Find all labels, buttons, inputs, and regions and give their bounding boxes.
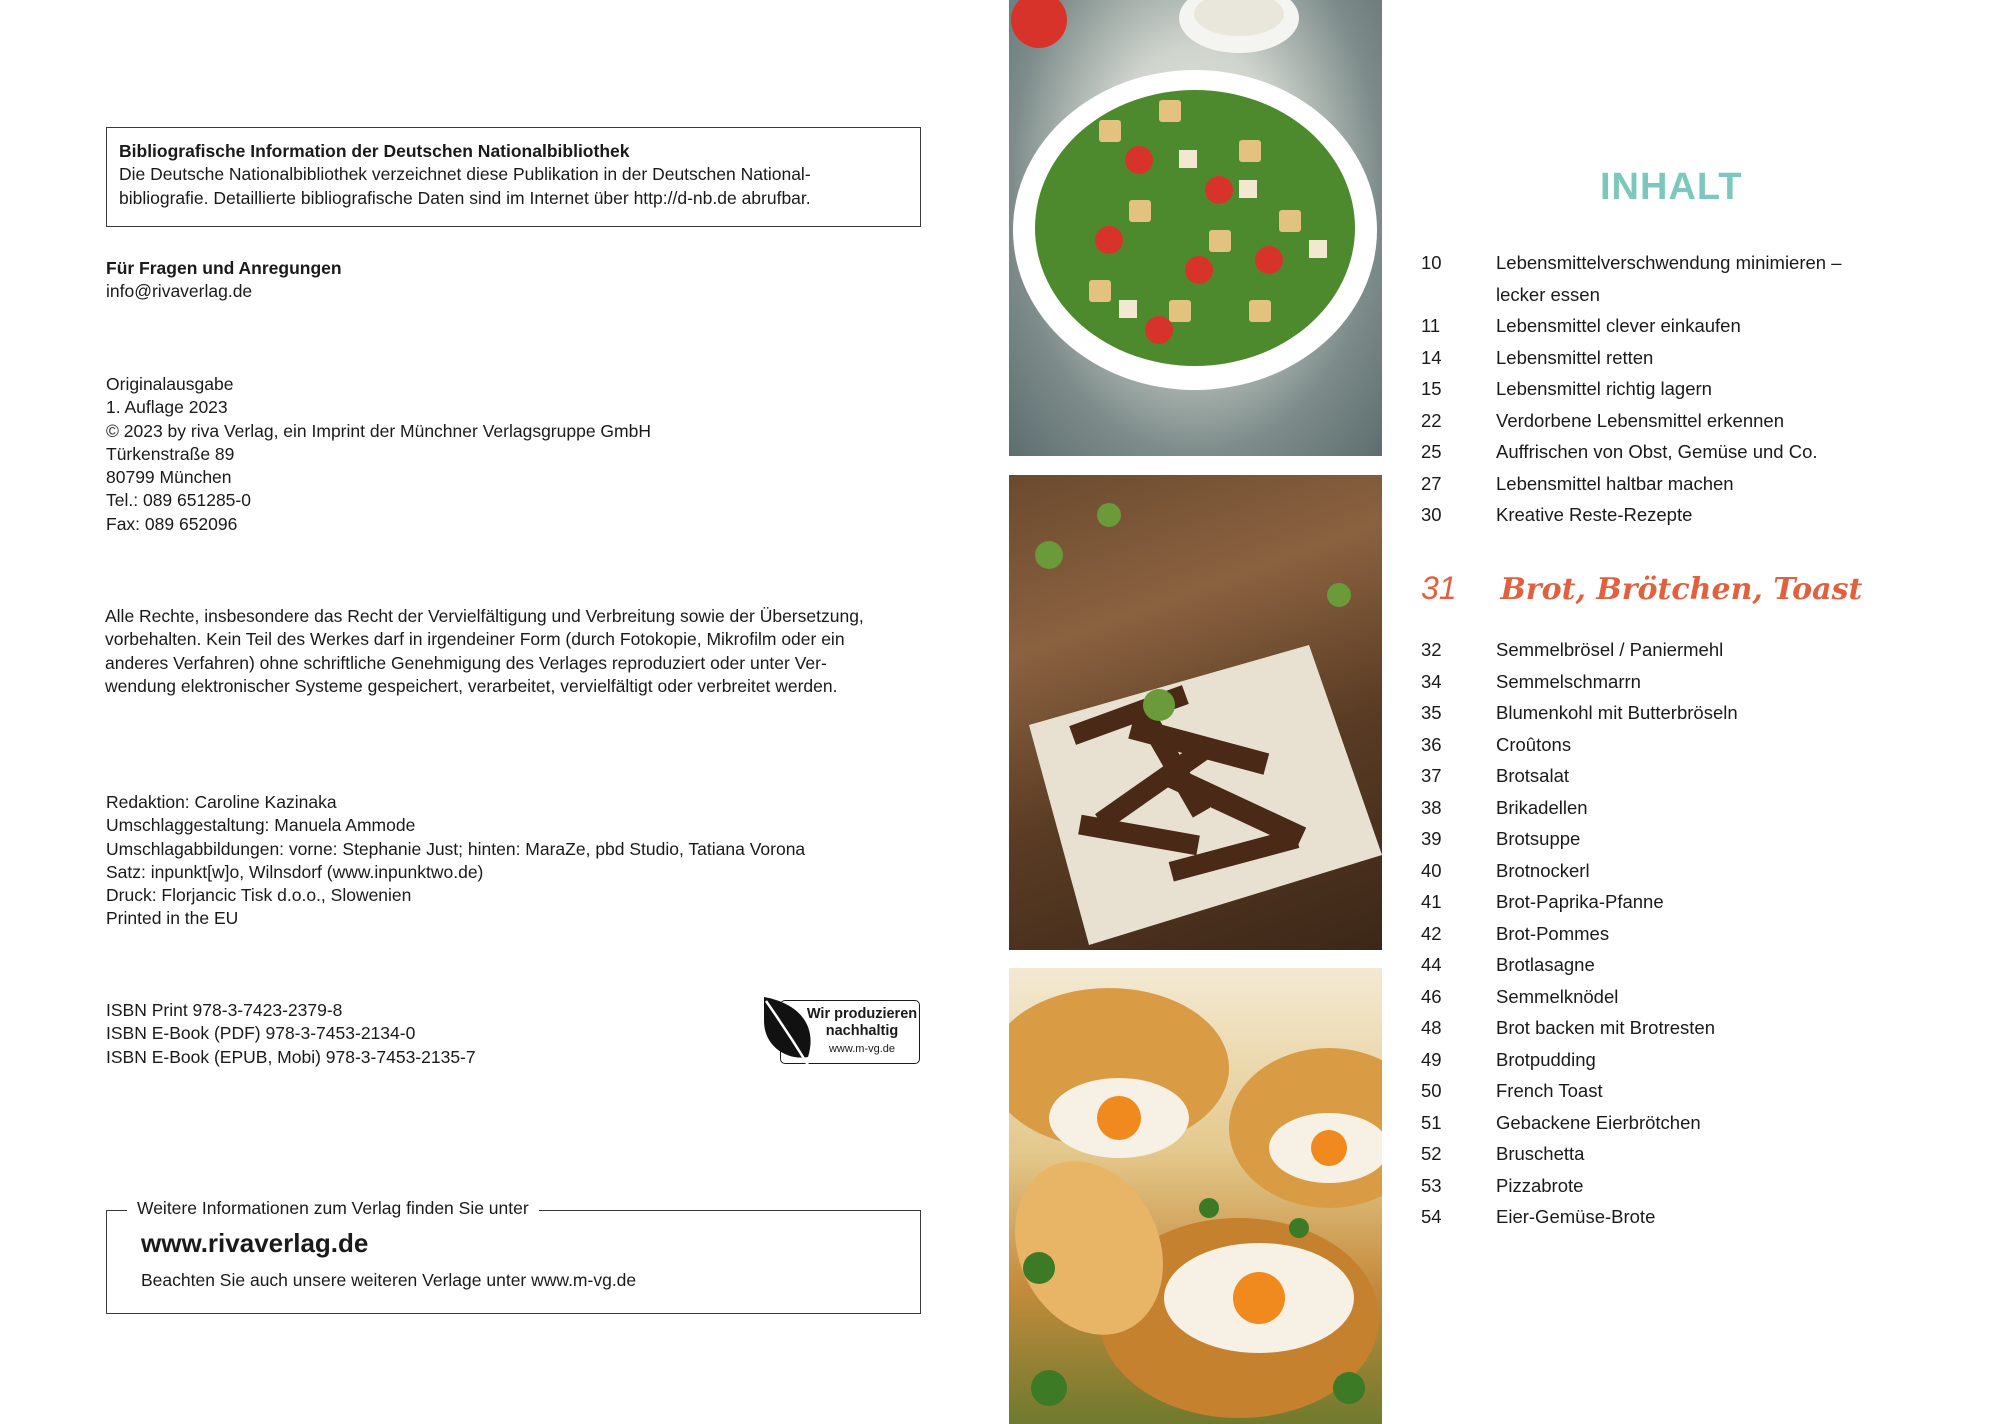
toc-entry[interactable] — [1421, 405, 1784, 437]
toc-page-number: 22 — [1421, 409, 1442, 431]
more-info-box — [106, 1198, 921, 1314]
toc-page-number: 11 — [1421, 315, 1441, 336]
contact-email[interactable]: info@rivaverlag.de — [106, 281, 253, 302]
rights-line: anderes Verfahren) ohne schriftliche Genehmigung des Verlages reproduziert oder unter Ver- — [105, 652, 827, 673]
toc-entry-continuation — [1421, 279, 1600, 311]
toc-page-number: 48 — [1421, 1017, 1442, 1038]
bibliography-box — [106, 127, 921, 227]
toc-entry-title: Croûtons — [1496, 733, 1572, 755]
bibliography-heading: Bibliografische Information der Deutschen Nationalbibliothek — [119, 141, 630, 161]
more-info-legend: Weitere Informationen zum Verlag finden Sie unter — [127, 1197, 539, 1220]
toc-page-number: 30 — [1421, 504, 1442, 525]
rights-notice — [105, 605, 864, 698]
toc-page-number: 49 — [1421, 1048, 1442, 1070]
toc-entry-title: Brotsalat — [1496, 765, 1570, 786]
toc-entry-title: Brikadellen — [1496, 796, 1588, 818]
toc-page-number: 27 — [1421, 472, 1442, 494]
rights-line: wendung elektronischer Systeme gespeichert, verarbeitet, vervielfältigt oder verbreitet werden. — [105, 675, 838, 696]
toc-entry-title: Verdorbene Lebensmittel erkennen — [1496, 409, 1784, 431]
toc-entry[interactable] — [1421, 1201, 1655, 1233]
contact-heading: Für Fragen und Anregungen — [106, 258, 342, 278]
toc-entry-title: Lebensmittel retten — [1496, 346, 1654, 368]
toc-entry-title: Brotpudding — [1496, 1048, 1596, 1070]
toc-entry-title: Lebensmittelverschwendung minimieren – — [1496, 252, 1842, 273]
badge-line1: Wir produzieren — [806, 1006, 918, 1022]
toc-entry[interactable] — [1421, 1138, 1584, 1170]
chapter-page-number: 31 — [1421, 570, 1457, 606]
rights-line: Alle Rechte, insbesondere das Recht der Vervielfältigung und Verbreitung sowie der Übersetzung, — [105, 606, 864, 626]
publisher-line: 80799 München — [106, 467, 232, 488]
isbn-block — [106, 999, 476, 1069]
toc-page-number: 53 — [1421, 1174, 1442, 1196]
credit-line: Umschlaggestaltung: Manuela Ammode — [106, 815, 416, 836]
credits-block — [106, 791, 805, 931]
toc-entry-title: Lebensmittel haltbar machen — [1496, 472, 1734, 494]
credit-line: Printed in the EU — [106, 908, 239, 929]
toc-entry-title: Blumenkohl mit Butterbröseln — [1496, 702, 1738, 723]
isbn-line: ISBN E-Book (PDF) 978-3-7453-2134-0 — [106, 1023, 416, 1044]
toc-page-number: 41 — [1421, 891, 1442, 912]
toc-page-number: 15 — [1421, 378, 1442, 399]
toc-page-number: 44 — [1421, 954, 1442, 975]
toc-entry[interactable] — [1421, 666, 1641, 698]
toc-entry-title: Lebensmittel richtig lagern — [1496, 378, 1712, 399]
bibliography-line: bibliografie. Detaillierte bibliografische Daten sind im Internet über http://d-nb.de abrufbar. — [119, 187, 811, 208]
publisher-line: © 2023 by riva Verlag, ein Imprint der Münchner Verlagsgruppe GmbH — [106, 420, 651, 441]
toc-entry[interactable] — [1421, 373, 1712, 405]
toc-page-number: 54 — [1421, 1206, 1442, 1227]
egg-bread-photo — [1009, 968, 1382, 1424]
toc-entry-title: Brotnockerl — [1496, 859, 1590, 881]
toc-entry-title: French Toast — [1496, 1080, 1603, 1101]
toc-page-number: 42 — [1421, 922, 1442, 944]
toc-page-number: 25 — [1421, 441, 1442, 462]
isbn-line: ISBN Print 978-3-7423-2379-8 — [106, 1000, 343, 1020]
toc-entry[interactable] — [1421, 949, 1595, 981]
toc-entry-title: Eier-Gemüse-Brote — [1496, 1206, 1656, 1227]
chapter-heading[interactable] — [1421, 568, 1862, 610]
toc-page-number: 36 — [1421, 733, 1442, 755]
toc-entry[interactable] — [1421, 886, 1664, 918]
toc-entry[interactable] — [1421, 918, 1609, 950]
toc-page-number: 14 — [1421, 346, 1442, 368]
toc-entry-title: Gebackene Eierbrötchen — [1496, 1111, 1701, 1133]
toc-entry[interactable] — [1421, 634, 1723, 666]
toc-title: INHALT — [1600, 166, 1743, 208]
toc-entry[interactable] — [1421, 823, 1580, 855]
toc-entry[interactable] — [1421, 310, 1741, 342]
credit-line: Satz: inpunkt[w]o, Wilnsdorf (www.inpunktwo.de) — [106, 861, 484, 882]
toc-entry[interactable] — [1421, 1170, 1583, 1202]
publisher-line: Fax: 089 652096 — [106, 513, 238, 534]
badge-line2: nachhaltig — [825, 1023, 899, 1039]
more-info-note: Beachten Sie auch unsere weiteren Verlage unter www.m-vg.de — [141, 1270, 637, 1290]
toc-entry-title: Brot backen mit Brotresten — [1496, 1017, 1716, 1038]
toc-page-number: 34 — [1421, 670, 1442, 692]
toc-page-number: 37 — [1421, 765, 1442, 786]
salad-photo — [1009, 0, 1382, 456]
toc-entry[interactable] — [1421, 1075, 1603, 1107]
toc-entry[interactable] — [1421, 760, 1569, 792]
publisher-line: Originalausgabe — [106, 374, 234, 394]
credit-line: Redaktion: Caroline Kazinaka — [106, 792, 337, 812]
credit-line: Umschlagabbildungen: vorne: Stephanie Just; hinten: MaraZe, pbd Studio, Tatiana Vorona — [106, 838, 806, 859]
toc-entry[interactable] — [1421, 981, 1618, 1013]
toc-page-number: 40 — [1421, 859, 1442, 881]
isbn-line: ISBN E-Book (EPUB, Mobi) 978-3-7453-2135-7 — [106, 1046, 476, 1067]
toc-entry-title: Brot-Paprika-Pfanne — [1496, 891, 1664, 912]
toc-entry-title: lecker essen — [1496, 283, 1600, 305]
toc-entry-title: Brot-Pommes — [1496, 922, 1610, 944]
toc-entry[interactable] — [1421, 792, 1588, 824]
toc-page-number: 38 — [1421, 796, 1442, 818]
toc-page-number: 32 — [1421, 639, 1442, 660]
toc-entry[interactable] — [1421, 1012, 1715, 1044]
publisher-website[interactable]: www.rivaverlag.de — [141, 1228, 369, 1258]
toc-entry-title: Auffrischen von Obst, Gemüse und Co. — [1496, 441, 1818, 462]
toc-entry-title: Kreative Reste-Rezepte — [1496, 504, 1693, 525]
toc-page-number: 39 — [1421, 828, 1442, 849]
toc-entry[interactable] — [1421, 342, 1653, 374]
toc-entry[interactable] — [1421, 436, 1818, 468]
rights-line: vorbehalten. Kein Teil des Werkes darf in irgendeiner Form (durch Fotokopie, Mikrofilm oder ein — [105, 629, 845, 650]
toc-entry[interactable] — [1421, 499, 1692, 531]
publisher-line: Türkenstraße 89 — [106, 443, 235, 464]
toc-entry-title: Bruschetta — [1496, 1143, 1585, 1164]
sustainability-badge — [758, 995, 922, 1069]
toc-page-number: 46 — [1421, 985, 1442, 1007]
toc-entry-title: Brotlasagne — [1496, 954, 1595, 975]
toc-entry[interactable] — [1421, 468, 1734, 500]
badge-url: www.m-vg.de — [828, 1043, 896, 1055]
chapter-title: Brot, Brötchen, Toast — [1500, 572, 1863, 607]
toc-entry[interactable] — [1421, 729, 1571, 761]
credit-line: Druck: Florjancic Tisk d.o.o., Slowenien — [106, 885, 412, 906]
publisher-info — [106, 373, 651, 536]
contact-block — [106, 257, 342, 304]
toc-page-number: 10 — [1421, 252, 1442, 273]
toc-entry-title: Semmelschmarrn — [1496, 670, 1641, 692]
toc-entry-title: Brotsuppe — [1496, 828, 1581, 849]
bibliography-line: Die Deutsche Nationalbibliothek verzeichnet diese Publikation in der Deutschen National- — [119, 164, 811, 185]
toc-entry-title: Semmelbrösel / Paniermehl — [1496, 639, 1724, 660]
toc-entry[interactable] — [1421, 855, 1590, 887]
toc-page-number: 35 — [1421, 702, 1442, 723]
toc-page-number: 50 — [1421, 1080, 1442, 1101]
publisher-line: 1. Auflage 2023 — [106, 397, 228, 418]
toc-entry[interactable] — [1421, 247, 1842, 279]
toc-entry-title: Lebensmittel clever einkaufen — [1496, 315, 1741, 336]
toc-entry[interactable] — [1421, 697, 1738, 729]
publisher-line: Tel.: 089 651285-0 — [106, 490, 251, 511]
toc-page-number: 51 — [1421, 1111, 1442, 1133]
toc-entry[interactable] — [1421, 1107, 1701, 1139]
croutons-photo — [1009, 475, 1382, 950]
toc-entry-title: Pizzabrote — [1496, 1174, 1584, 1196]
toc-entry-title: Semmelknödel — [1496, 985, 1619, 1007]
toc-entry[interactable] — [1421, 1044, 1596, 1076]
toc-page-number: 52 — [1421, 1143, 1442, 1164]
